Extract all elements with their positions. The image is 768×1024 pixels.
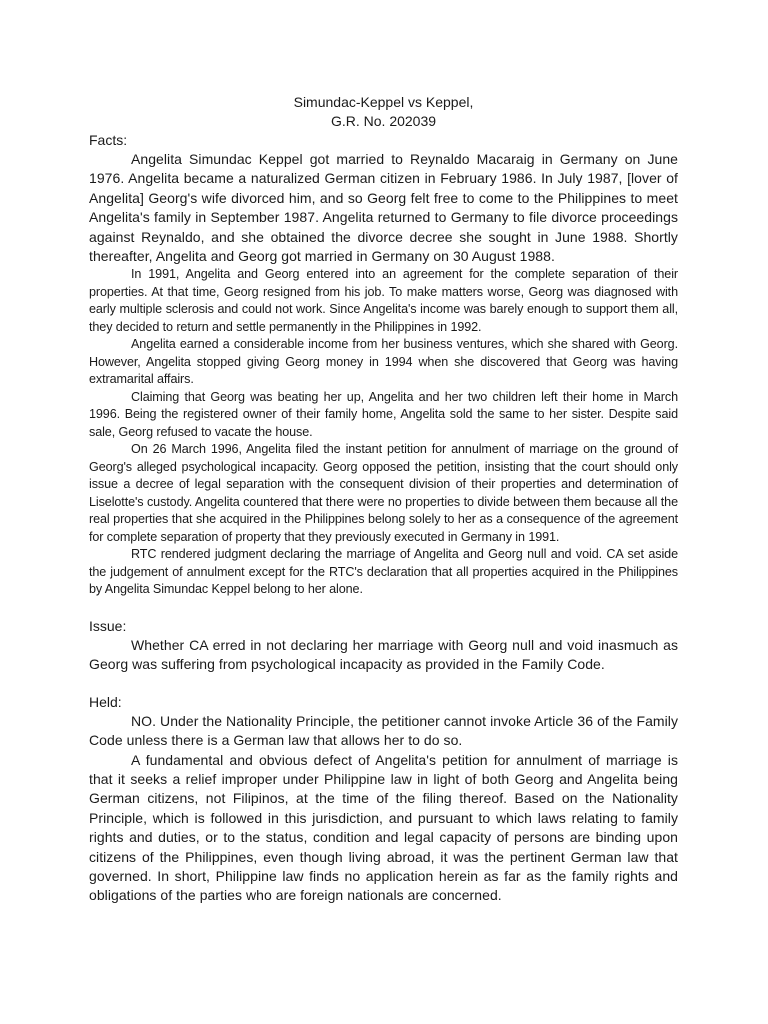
spacer: [89, 599, 678, 617]
facts-paragraph: In 1991, Angelita and Georg entered into an agreement for the complete separation of their properties. At that time, Georg resigned from his job. To make matters worse, Georg was diagnosed with early multiple sclerosis and could not work. Since Angelita's income was barely enough to support them all, they decided to return and settle permanently in the Philippines in 1992.: [89, 267, 678, 334]
facts-heading: Facts:: [89, 132, 128, 148]
facts-paragraph: On 26 March 1996, Angelita filed the instant petition for annulment of marriage on the ground of Georg's alleged psychological incapacity. Georg opposed the petition, insisting that the court should only issue a decree of legal separation with the consequent division of their properties and determination of Liselotte's custody. Angelita countered that there were no properties to divide between them because all the real properties that she acquired in the Philippines belong solely to her as a consequence of the agreement for complete separation of property that they previously executed in Germany in 1991.: [89, 442, 678, 544]
facts-paragraph: Angelita earned a considerable income from her business ventures, which she shared with Georg. However, Angelita stopped giving Georg money in 1994 when she discovered that Georg was having extramarital affairs.: [89, 337, 678, 387]
issue-section: [89, 636, 678, 675]
facts-paragraph: Angelita Simundac Keppel got married to Reynaldo Macaraig in Germany on June 1976. Angelita became a naturalized German citizen in February 1986. In July 1987, [lover of Angelita] Georg's wife divorced him, and so Georg felt free to come to the Philippines to meet Angelita's family in September 1987. Angelita returned to Germany to file divorce proceedings against Reynaldo, and she obtained the divorce decree she sought in June 1988. Shortly thereafter, Angelita and Georg got married in Germany on 30 August 1988.: [89, 151, 678, 265]
facts-section: [89, 150, 678, 599]
case-number: G.R. No. 202039: [330, 113, 437, 129]
document-page: [89, 93, 678, 906]
facts-paragraph: Claiming that Georg was beating her up, Angelita and her two children left their home in March 1996. Being the registered owner of their family home, Angelita sold the same to her sister. Despite said sale, Georg refused to vacate the house.: [89, 389, 678, 439]
held-paragraph: NO. Under the Nationality Principle, the petitioner cannot invoke Article 36 of the Family Code unless there is a German law that allows her to do so.: [89, 712, 678, 749]
facts-paragraph: RTC rendered judgment declaring the marriage of Angelita and Georg null and void. CA set aside the judgement of annulment except for the RTC's declaration that all properties acquired in the Philippines by Angelita Simundac Keppel belong to her alone.: [89, 547, 678, 597]
case-title: Simundac-Keppel vs Keppel,: [293, 94, 474, 110]
issue-heading: Issue:: [89, 617, 127, 634]
held-heading: Held:: [89, 693, 122, 710]
held-section: [89, 712, 678, 906]
issue-paragraph: Whether CA erred in not declaring her marriage with Georg null and void inasmuch as Georg was suffering from psychological incapacity as provided in the Family Code.: [89, 636, 678, 673]
spacer: [89, 675, 678, 693]
held-paragraph: A fundamental and obvious defect of Angelita's petition for annulment of marriage is that it seeks a relief improper under Philippine law in light of both Georg and Angelita being German citizens, not Filipinos, at the time of the filing thereof. Based on the Nationality Principle, which is followed in this jurisdiction, and pursuant to which laws relating to family rights and duties, or to the status, condition and legal capacity of persons are binding upon citizens of the Philippines, even though living abroad, it was the pertinent German law that governed. In short, Philippine law finds no application herein as far as the family rights and obligations of the parties who are foreign nationals are concerned.: [89, 751, 678, 904]
